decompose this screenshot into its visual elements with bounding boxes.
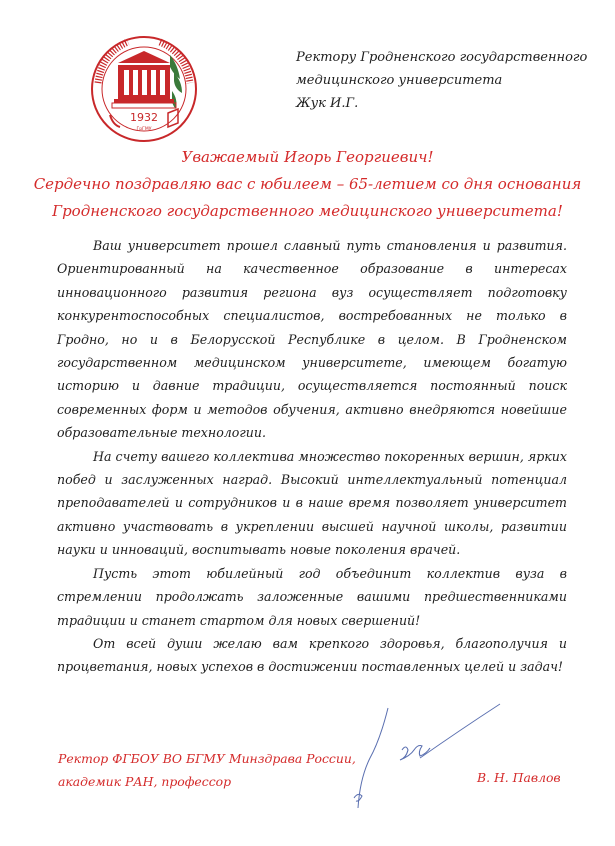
- addressee-block: [296, 46, 587, 115]
- letter-body: [57, 234, 567, 679]
- signer-name: В. Н. Павлов: [477, 770, 561, 785]
- greeting-salutation: Уважаемый Игорь Георгиевич!: [181, 148, 434, 166]
- svg-text:ГрГМУ: ГрГМУ: [136, 127, 152, 132]
- addressee-line-2: медицинского университета: [296, 73, 503, 88]
- logo-year: 1932: [130, 111, 158, 124]
- handwritten-signature: [340, 700, 510, 810]
- greeting-block: [0, 144, 615, 225]
- paragraph-1: Ваш университет прошел славный путь становления и развития. Ориентированный на качественное образование в интересах инновационного развития региона вуз осуществляет подготовку конкурентоспособных специалистов, востребованных не только в Гродно, но и в Белорусской Республике в целом. В Гродненском государственном медицинском университете, имеющем богатую историю и давние традиции, осуществляется постоянный поиск современных форм и методов обучения, активно внедряются новейшие образовательные технологии.: [57, 238, 567, 441]
- university-logo: [88, 33, 200, 145]
- greeting-line-3: Гродненского государственного медицинского университета!: [52, 202, 563, 220]
- paragraph-2: На счету вашего коллектива множество покоренных вершин, ярких побед и заслуженных наград. Высокий интеллектуальный потенциал преподавателей и сотрудников и в наше время позволяет университет активно участвовать в укреплении высшей научной школы, развитии науки и инноваций, воспитывать новые поколения врачей.: [57, 448, 567, 558]
- paragraph-3: Пусть этот юбилейный год объединит коллектив вуза в стремлении продолжать заложенные вашими предшественниками традиции и станет стартом для новых свершений!: [57, 565, 567, 628]
- addressee-line-1: Ректору Гродненского государственного: [296, 50, 588, 65]
- signature-block: [58, 747, 356, 793]
- signer-credentials: академик РАН, профессор: [58, 774, 232, 789]
- paragraph-4: От всей души желаю вам крепкого здоровья, благополучия и процветания, новых успехов в достижении поставленных целей и задач!: [57, 635, 567, 675]
- greeting-line-2: Сердечно поздравляю вас с юбилеем – 65-летием со дня основания: [33, 175, 582, 193]
- signer-title: Ректор ФГБОУ ВО БГМУ Минздрава России,: [58, 751, 356, 766]
- addressee-line-3: Жук И.Г.: [296, 96, 359, 111]
